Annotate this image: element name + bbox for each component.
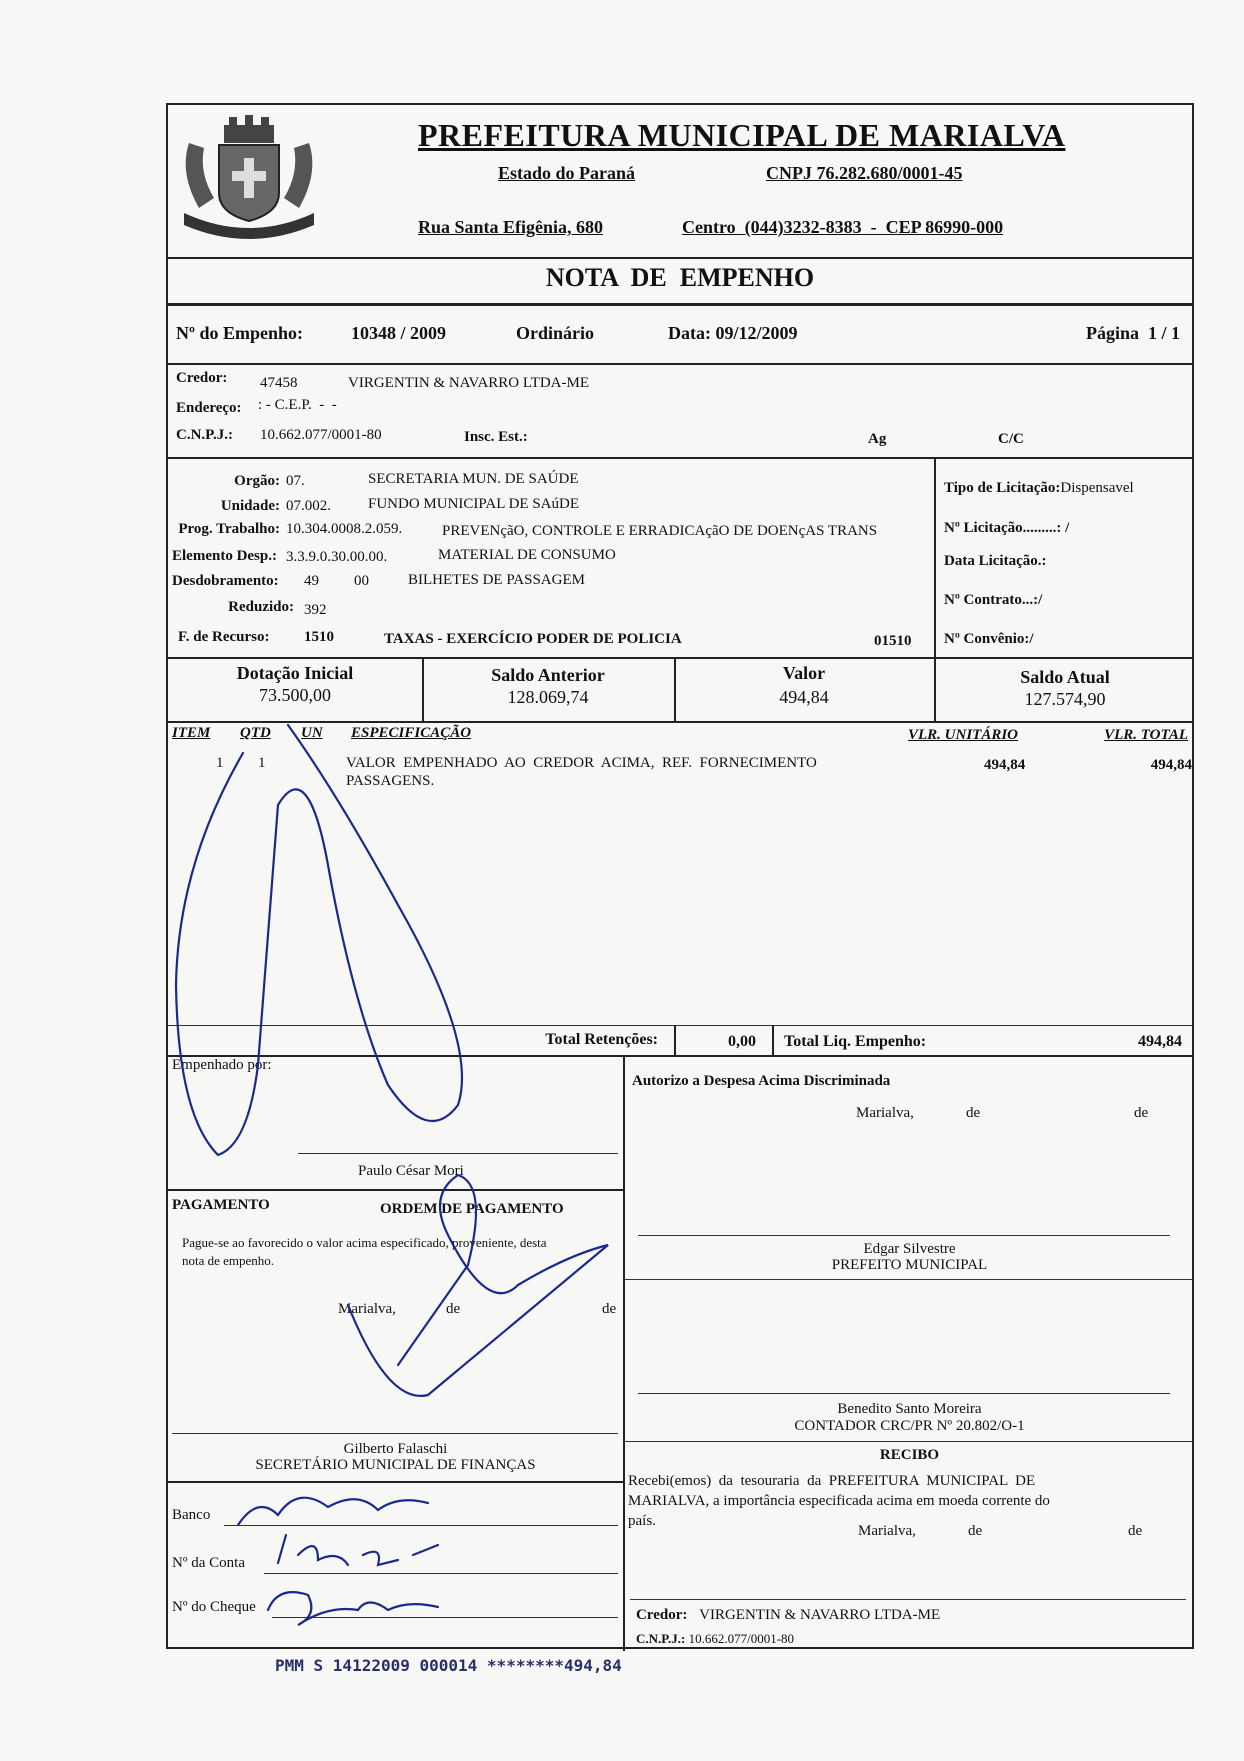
dotacao-label: Dotação Inicial xyxy=(236,663,354,683)
credor-name: VIRGENTIN & NAVARRO LTDA-ME xyxy=(348,375,589,391)
empenho-form xyxy=(166,103,1194,1649)
total-liq-value: 494,84 xyxy=(1138,1033,1182,1050)
recibo-line-1: Recebi(emos) da tesouraria da PREFEITURA MUNICIPAL DE xyxy=(628,1473,1036,1489)
valor-value: 494,84 xyxy=(779,687,829,707)
orgao-label: Orgão: xyxy=(234,473,280,489)
insc-label: Insc. Est.: xyxy=(464,429,528,445)
elemento-code: 3.3.9.0.30.00.00. xyxy=(286,549,388,565)
autorizo-place: Marialva, xyxy=(856,1105,914,1121)
recurso-name: TAXAS - EXERCÍCIO PODER DE POLICIA xyxy=(384,631,682,647)
prog-label: Prog. Trabalho: xyxy=(178,521,280,537)
col-qtd: QTD xyxy=(240,725,271,741)
ordem-pagamento-label: ORDEM DE PAGAMENTO xyxy=(380,1201,564,1217)
desdob-name: BILHETES DE PASSAGEM xyxy=(408,572,585,588)
orgao-code: 07. xyxy=(286,473,305,489)
contador-role: CONTADOR CRC/PR Nº 20.802/O-1 xyxy=(794,1418,1025,1434)
recibo-de2: de xyxy=(1128,1523,1143,1539)
total-retencoes-label: Total Retenções: xyxy=(545,1031,658,1048)
empenho-page: Página 1 / 1 xyxy=(1085,323,1180,343)
autorizo-de2: de xyxy=(1134,1105,1149,1121)
recibo-de1: de xyxy=(968,1523,983,1539)
col-total: VLR. TOTAL xyxy=(1104,727,1188,743)
prefeito-signer: Edgar Silvestre xyxy=(863,1241,956,1257)
total-liq-label: Total Liq. Empenho: xyxy=(784,1033,927,1050)
col-un: UN xyxy=(301,725,323,741)
desdob-a: 49 xyxy=(304,573,319,589)
saldo-anterior-label: Saldo Anterior xyxy=(491,665,605,685)
machine-stamp: PMM S 14122009 000014 ********494,84 xyxy=(275,1656,622,1675)
pagamento-label: PAGAMENTO xyxy=(172,1197,270,1213)
col-spec: ESPECIFICAÇÃO xyxy=(351,725,472,741)
valor-label: Valor xyxy=(782,663,826,683)
endereco-value: : - C.E.P. - - xyxy=(258,397,337,413)
contrato: Nº Contrato...:/ xyxy=(944,592,1043,608)
empenho-number: 10348 / 2009 xyxy=(351,323,447,343)
unidade-name: FUNDO MUNICIPAL DE SAúDE xyxy=(368,496,579,512)
tipo-licitacao-label: Tipo de Licitação: xyxy=(944,480,1061,496)
prefeito-role: PREFEITO MUNICIPAL xyxy=(831,1257,988,1273)
pagamento-text-2: nota de empenho. xyxy=(182,1253,275,1268)
doc-title: NOTA DE EMPENHO xyxy=(545,263,815,292)
reduzido-value: 392 xyxy=(304,602,327,618)
recibo-credor-label: Credor: xyxy=(636,1607,688,1623)
empenhado-signer: Paulo César Mori xyxy=(358,1163,464,1179)
autorizo-de1: de xyxy=(966,1105,981,1121)
recibo-cnpj-value: 10.662.077/0001-80 xyxy=(688,1631,795,1646)
desdob-label: Desdobramento: xyxy=(172,573,279,589)
dotacao-value: 73.500,00 xyxy=(259,685,331,705)
desdob-b: 00 xyxy=(354,573,369,589)
header-title: PREFEITURA MUNICIPAL DE MARIALVA xyxy=(418,117,1066,153)
empenho-type: Ordinário xyxy=(516,323,595,343)
credor-label: Credor: xyxy=(176,370,228,386)
recibo-cnpj-label: C.N.P.J.: xyxy=(636,1631,686,1646)
recibo-credor-value: VIRGENTIN & NAVARRO LTDA-ME xyxy=(699,1607,941,1623)
data-licitacao: Data Licitação.: xyxy=(944,553,1047,569)
empenhado-label: Empenhado por: xyxy=(172,1057,272,1073)
total-retencoes-value: 0,00 xyxy=(728,1033,756,1050)
recibo-place: Marialva, xyxy=(858,1523,916,1539)
conta-label: Nº da Conta xyxy=(172,1555,245,1571)
item-spec-line2: PASSAGENS. xyxy=(346,773,435,789)
empenho-label: Nº do Empenho: xyxy=(176,323,303,343)
orgao-name: SECRETARIA MUN. DE SAÚDE xyxy=(368,471,579,487)
recibo-label: RECIBO xyxy=(879,1447,940,1463)
banco-label: Banco xyxy=(172,1507,211,1523)
pagamento-de1: de xyxy=(446,1301,461,1317)
header-state: Estado do Paraná xyxy=(498,163,636,183)
pagamento-place: Marialva, xyxy=(338,1301,396,1317)
prog-name: PREVENçãO, CONTROLE E ERRADICAçãO DE DOENçAS TRANS xyxy=(442,523,878,539)
table-row xyxy=(168,753,1196,803)
cnpj-label: C.N.P.J.: xyxy=(176,427,233,443)
coat-of-arms-emblem-icon xyxy=(174,113,324,243)
cnpj-value: 10.662.077/0001-80 xyxy=(260,427,382,443)
saldo-atual-value: 127.574,90 xyxy=(1024,689,1106,709)
tipo-licitacao xyxy=(944,480,1134,497)
header-address: Rua Santa Efigênia, 680 xyxy=(418,217,604,237)
credor-code: 47458 xyxy=(260,375,298,391)
financas-signer: Gilberto Falaschi xyxy=(343,1441,448,1457)
item-spec-line1: VALOR EMPENHADO AO CREDOR ACIMA, REF. FORNECIMENTO xyxy=(346,755,817,771)
cheque-label: Nº do Cheque xyxy=(172,1599,256,1615)
item-qtd: 1 xyxy=(258,755,266,771)
header-contact: Centro (044)3232-8383 - CEP 86990-000 xyxy=(682,217,1004,237)
saldo-anterior-value: 128.069,74 xyxy=(507,687,589,707)
financas-role: SECRETÁRIO MUNICIPAL DE FINANÇAS xyxy=(255,1457,536,1473)
unidade-code: 07.002. xyxy=(286,498,331,514)
recurso-ref: 01510 xyxy=(874,633,912,649)
header-cnpj: CNPJ 76.282.680/0001-45 xyxy=(766,163,963,183)
recibo-credor xyxy=(636,1607,940,1624)
tipo-licitacao-value: Dispensavel xyxy=(1060,480,1134,496)
endereco-label: Endereço: xyxy=(176,400,242,416)
col-unit: VLR. UNITÁRIO xyxy=(908,727,1019,743)
reduzido-label: Reduzido: xyxy=(228,599,294,615)
prog-code: 10.304.0008.2.059. xyxy=(286,521,403,537)
saldo-atual-label: Saldo Atual xyxy=(1020,667,1110,687)
recurso-code: 1510 xyxy=(304,629,334,645)
item-unit-value: 494,84 xyxy=(984,757,1026,773)
contador-signer: Benedito Santo Moreira xyxy=(837,1401,982,1417)
empenho-date: Data: 09/12/2009 xyxy=(668,323,798,343)
ag-label: Ag xyxy=(868,431,887,447)
convenio: Nº Convênio:/ xyxy=(944,631,1034,647)
pagamento-text-1: Pague-se ao favorecido o valor acima especificado, proveniente, desta xyxy=(182,1235,547,1250)
recibo-line-3: país. xyxy=(628,1513,656,1529)
pagamento-de2: de xyxy=(602,1301,617,1317)
item-number: 1 xyxy=(216,755,224,771)
autorizo-label: Autorizo a Despesa Acima Discriminada xyxy=(632,1073,891,1089)
numero-licitacao: Nº Licitação.........: / xyxy=(944,520,1070,536)
recibo-cnpj xyxy=(636,1631,794,1647)
recurso-label: F. de Recurso: xyxy=(178,629,270,645)
elemento-label: Elemento Desp.: xyxy=(172,548,277,564)
recibo-line-2: MARIALVA, a importância especificada acima em moeda corrente do xyxy=(628,1493,1050,1509)
item-total-value: 494,84 xyxy=(1150,757,1192,773)
cc-label: C/C xyxy=(998,431,1024,447)
unidade-label: Unidade: xyxy=(220,498,280,514)
elemento-name: MATERIAL DE CONSUMO xyxy=(438,547,616,563)
col-item: ITEM xyxy=(172,725,211,741)
